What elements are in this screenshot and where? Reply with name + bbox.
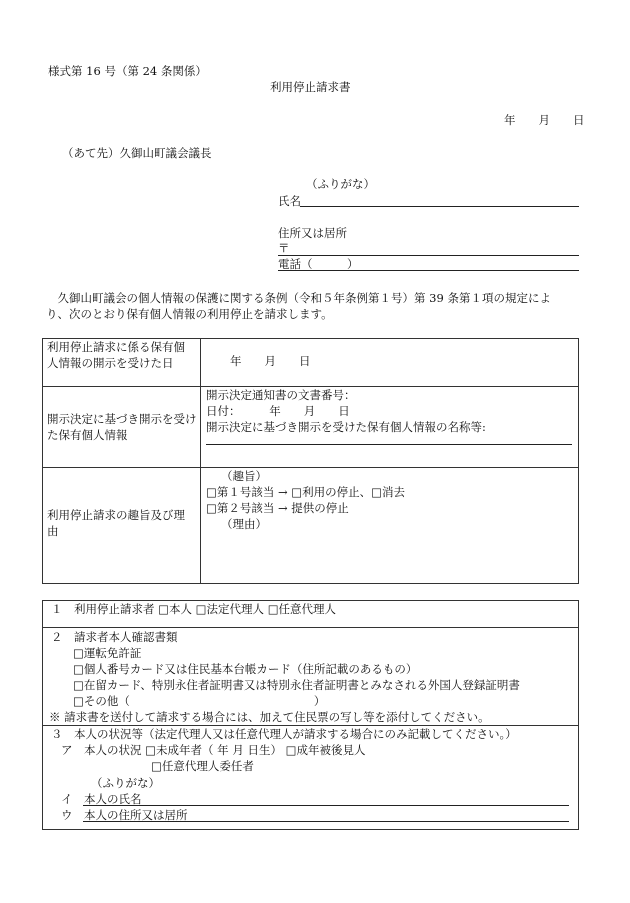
principal-status-options[interactable]: ア 本人の状況 □未成年者（ 年 月 日生） □成年被後見人: [61, 743, 366, 757]
principal-address-label: ウ 本人の住所又は居所: [61, 808, 188, 822]
principal-name-label: イ 本人の氏名: [61, 792, 142, 806]
requester-type[interactable]: １ 利用停止請求者 □本人 □法定代理人 □任意代理人: [51, 602, 337, 616]
addressee: （あて先）久御山町議会議長: [62, 146, 212, 160]
form-number: 様式第 16 号（第 24 条関係）: [48, 64, 207, 78]
table-row-purpose: [43, 468, 578, 582]
id-documents-title: ２ 請求者本人確認書類: [51, 630, 178, 644]
request-table: [42, 338, 579, 584]
disclosure-date-value[interactable]: 年 月 日: [230, 354, 311, 368]
section-divider: [43, 725, 578, 726]
applicant-name-field[interactable]: [300, 193, 579, 207]
id-doc-drivers-license[interactable]: □運転免許証: [73, 646, 142, 660]
table-row-disclosed-info: [43, 387, 578, 468]
purpose-label: 利用停止請求の趣旨及び理由: [47, 508, 185, 538]
disclosed-info-label: 開示決定に基づき開示を受けた保有個人情報: [47, 412, 197, 442]
principal-status-title: ３ 本人の状況等（法定代理人又は任意代理人が請求する場合にのみ記載してください。）: [51, 727, 517, 741]
disclosure-date-label: 利用停止請求に係る保有個人情報の開示を受けた日: [47, 340, 185, 370]
principal-delegator-option[interactable]: □任意代理人委任者: [151, 759, 254, 773]
document-number-line[interactable]: 開示決定通知書の文書番号：: [206, 388, 356, 402]
section-divider: [43, 627, 578, 628]
table-row-disclosure-date: [43, 339, 578, 387]
principal-furigana-label: （ふりがな）: [91, 776, 160, 790]
id-doc-other[interactable]: □その他（ ）: [73, 694, 326, 708]
info-name-line[interactable]: 開示決定に基づき開示を受けた保有個人情報の名称等:: [206, 420, 486, 434]
applicant-name-label: 氏名: [278, 194, 301, 208]
clause2-option[interactable]: □第２号該当 → 提供の停止: [206, 501, 349, 515]
id-doc-residence-card[interactable]: □在留カード、特別永住者証明書又は特別永住者証明書とみなされる外国人登録証明書: [73, 678, 520, 692]
applicant-phone-label: 電話（ ）: [278, 257, 359, 271]
mail-request-note: ※ 請求書を送付して請求する場合には、加えて住民票の写し等を添付してください。: [49, 710, 490, 724]
applicant-address-label: 住所又は居所: [278, 226, 347, 240]
date-line: 年 月 日: [504, 113, 585, 127]
purpose-heading: （趣旨）: [221, 469, 267, 483]
intro-text-line2: り、次のとおり保有個人情報の利用停止を請求します。: [46, 307, 333, 321]
requester-table: [42, 600, 579, 830]
disclosure-date-line[interactable]: 日付： 年 月 日: [206, 404, 350, 418]
applicant-phone-field[interactable]: [278, 256, 579, 271]
info-name-field[interactable]: [206, 432, 572, 445]
id-doc-my-number-card[interactable]: □個人番号カード又は住民基本台帳カード（住所記載のあるもの）: [73, 662, 418, 676]
principal-name-field[interactable]: [83, 792, 569, 806]
principal-address-field[interactable]: [83, 808, 569, 822]
applicant-furigana-label: （ふりがな）: [306, 177, 375, 191]
clause1-option[interactable]: □第１号該当 → □利用の停止、□消去: [206, 485, 406, 499]
reason-heading: （理由）: [221, 517, 267, 531]
applicant-address-field[interactable]: [278, 241, 579, 256]
intro-text-line1: 久御山町議会の個人情報の保護に関する条例（令和５年条例第１号）第 39 条第１項の規定によ: [46, 291, 551, 305]
form-title: 利用停止請求書: [270, 80, 351, 94]
postal-mark: 〒: [278, 241, 290, 255]
